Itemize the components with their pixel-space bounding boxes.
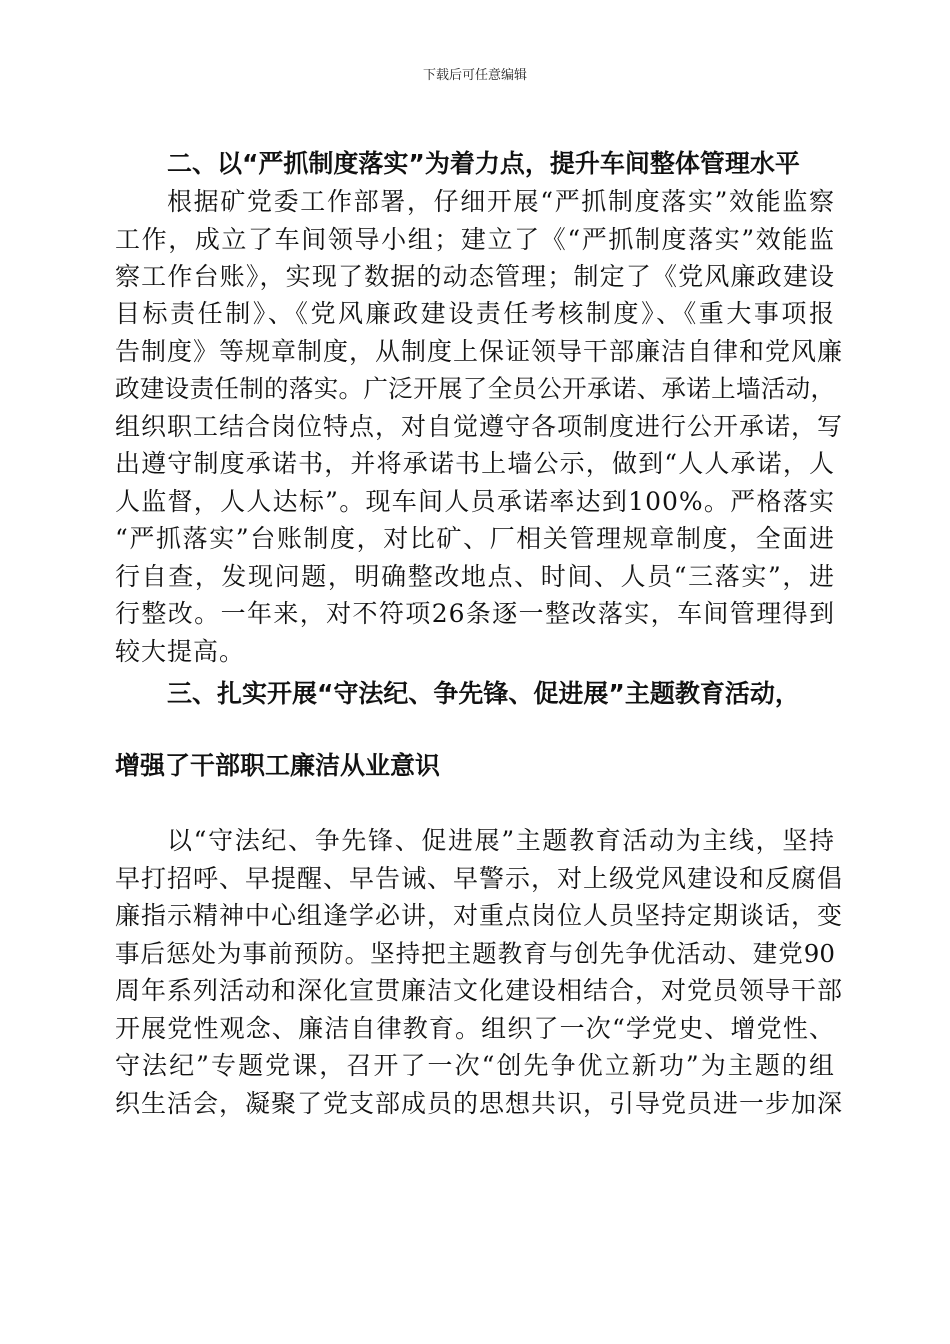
section-heading-3-continued: 增强了干部职工廉洁从业意识 — [115, 751, 441, 780]
paragraph-line: 告制度》等规章制度，从制度上保证领导干部廉洁自律和党风廉 — [115, 337, 844, 366]
paragraph-line: 周年系列活动和深化宣贯廉洁文化建设相结合，对党员领导干部 — [115, 976, 844, 1005]
paragraph-line: 政建设责任制的落实。广泛开展了全员公开承诺、承诺上墙活动， — [115, 374, 835, 403]
paragraph-line: 人监督，人人达标”。现车间人员承诺率达到100%。严格落实 — [115, 487, 835, 516]
page-header: 下载后可任意编辑 — [422, 68, 527, 83]
paragraph-line: 较大提高。 — [115, 637, 246, 666]
paragraph-line: 组织职工结合岗位特点，对自觉遵守各项制度进行公开承诺，写 — [115, 412, 844, 441]
paragraph-line: 行整改。一年来，对不符项26条逐一整改落实，车间管理得到 — [115, 599, 835, 628]
section-heading-2: 二、以“严抓制度落实”为着力点，提升车间整体管理水平 — [167, 149, 800, 178]
paragraph-line: 行自查，发现问题，明确整改地点、时间、人员“三落实”，进 — [115, 562, 835, 591]
paragraph-line: 察工作台账》，实现了数据的动态管理；制定了《党风廉政建设 — [115, 262, 835, 291]
paragraph-line: 目标责任制》、《党风廉政建设责任考核制度》、《重大事项报 — [115, 299, 835, 328]
paragraph-line: 出遵守制度承诺书，并将承诺书上墙公示，做到“人人承诺，人 — [115, 449, 835, 478]
paragraph-line: 开展党性观念、廉洁自律教育。组织了一次“学党史、增党性、 — [115, 1014, 835, 1043]
paragraph-line: 织生活会，凝聚了党支部成员的思想共识，引导党员进一步加深 — [115, 1089, 844, 1118]
section-heading-3: 三、扎实开展“守法纪、争先锋、促进展”主题教育活动， — [167, 679, 800, 708]
paragraph-line: 廉指示精神中心组逢学必讲，对重点岗位人员坚持定期谈话，变 — [115, 901, 844, 930]
paragraph-line: 根据矿党委工作部署，仔细开展“严抓制度落实”效能监察 — [167, 187, 835, 216]
paragraph-line: 以“守法纪、争先锋、促进展”主题教育活动为主线，坚持 — [167, 826, 835, 855]
paragraph-line: 早打招呼、早提醒、早告诫、早警示，对上级党风建设和反腐倡 — [115, 864, 844, 893]
paragraph-line: 事后惩处为事前预防。坚持把主题教育与创先争优活动、建党90 — [115, 939, 835, 968]
paragraph-line: “严抓落实”台账制度，对比矿、厂相关管理规章制度，全面进 — [115, 524, 835, 553]
paragraph-line: 守法纪”专题党课，召开了一次“创先争优立新功”为主题的组 — [115, 1051, 835, 1080]
paragraph-line: 工作，成立了车间领导小组；建立了《“严抓制度落实”效能监 — [115, 225, 835, 254]
